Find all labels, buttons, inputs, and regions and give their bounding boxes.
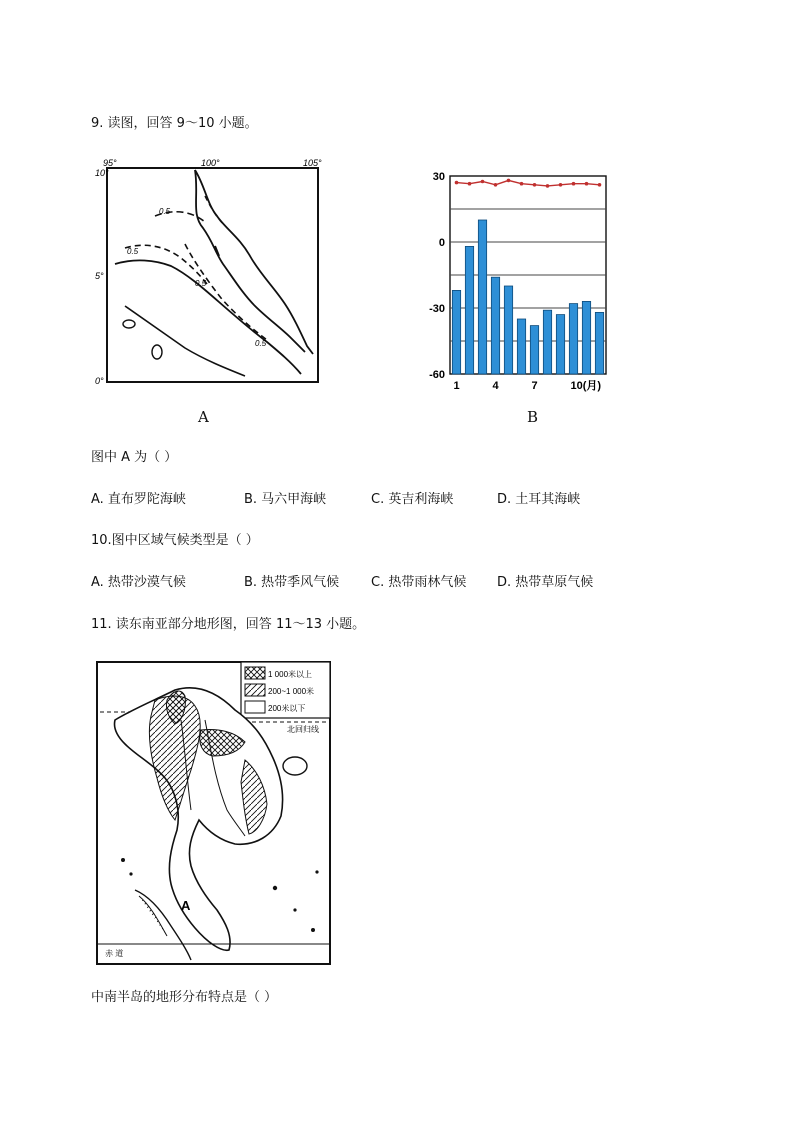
- lat-label-0: 0°: [95, 376, 104, 386]
- legend-200-1000: 200~1 000米: [268, 687, 315, 696]
- figure-b-label: B: [527, 408, 539, 426]
- contour-label-3: 0.5: [195, 279, 207, 288]
- temperature-point-2: [468, 182, 472, 186]
- contour-label-2: 0.5: [127, 247, 139, 256]
- temperature-point-6: [520, 182, 524, 186]
- q10-option-a[interactable]: A. 热带沙漠气候: [91, 575, 186, 590]
- q11-stem: 11. 读东南亚部分地形图，回答 11～13 小题。: [91, 617, 366, 632]
- x-tick-label: 1: [453, 380, 460, 392]
- temperature-point-1: [455, 181, 459, 185]
- contour-label-1: 0.5: [159, 207, 171, 216]
- q10-option-b[interactable]: B. 热带季风气候: [244, 575, 340, 590]
- q10-option-c[interactable]: C. 热带雨林气候: [371, 575, 467, 590]
- lat-label-10: 10°: [95, 168, 109, 178]
- legend-above-1000: 1 000米以上: [268, 670, 313, 679]
- southeast-asia-terrain-map: [95, 660, 333, 966]
- precip-bar-11: [582, 301, 590, 374]
- precip-bar-8: [543, 310, 551, 374]
- temperature-point-11: [585, 182, 589, 186]
- mark-a-label: A: [181, 898, 191, 913]
- contour-label-4: 0.5: [255, 339, 267, 348]
- tropic-label: 北回归线: [287, 725, 319, 734]
- y-tick-label: -30: [429, 303, 445, 315]
- temperature-point-7: [533, 183, 537, 187]
- q10-stem: 10.图中区域气候类型是（ ）: [91, 533, 259, 548]
- q11-sub-question: 中南半岛的地形分布特点是（ ）: [91, 990, 278, 1005]
- temperature-point-5: [507, 179, 511, 183]
- precip-bar-4: [491, 277, 499, 374]
- precip-bar-10: [569, 304, 577, 374]
- q9-option-c[interactable]: C. 英吉利海峡: [371, 492, 454, 507]
- figure-a-label: A: [198, 408, 209, 426]
- equator-label: 赤 道: [105, 949, 124, 958]
- y-tick-label: -60: [429, 369, 445, 381]
- precip-bar-5: [504, 286, 512, 374]
- q9-option-a[interactable]: A. 直布罗陀海峡: [91, 492, 186, 507]
- precip-bar-9: [556, 315, 564, 374]
- figure-a-map: [95, 156, 325, 386]
- lat-label-5: 5°: [95, 271, 104, 281]
- q10-option-d[interactable]: D. 热带草原气候: [497, 575, 594, 590]
- lon-label-105: 105°: [303, 158, 322, 168]
- legend-below-200: 200米以下: [268, 704, 306, 713]
- temperature-point-12: [598, 183, 602, 187]
- precip-bar-6: [517, 319, 525, 374]
- lon-label-100: 100°: [201, 158, 220, 168]
- temperature-point-10: [572, 182, 576, 186]
- y-tick-label: 0: [438, 237, 445, 249]
- x-tick-label: 7: [531, 380, 538, 392]
- temperature-point-4: [494, 183, 498, 187]
- y-tick-label: 30: [432, 171, 445, 183]
- q9-sub-question: 图中 A 为（ ）: [91, 450, 178, 465]
- precip-bar-3: [478, 220, 486, 374]
- precip-bar-1: [452, 290, 460, 374]
- temperature-point-8: [546, 184, 550, 188]
- precip-bar-2: [465, 246, 473, 374]
- q9-option-d[interactable]: D. 土耳其海峡: [497, 492, 581, 507]
- precip-bar-7: [530, 326, 538, 374]
- figure-b-climate-chart: [420, 168, 610, 394]
- precip-bar-12: [595, 312, 603, 374]
- q9-option-b[interactable]: B. 马六甲海峡: [244, 492, 327, 507]
- x-tick-label: 4: [492, 380, 499, 392]
- lon-label-95: 95°: [103, 158, 117, 168]
- temperature-point-3: [481, 180, 485, 184]
- x-tick-label: 10(月): [570, 380, 602, 392]
- q9-stem: 9. 读图，回答 9～10 小题。: [91, 116, 258, 131]
- temperature-point-9: [559, 183, 563, 187]
